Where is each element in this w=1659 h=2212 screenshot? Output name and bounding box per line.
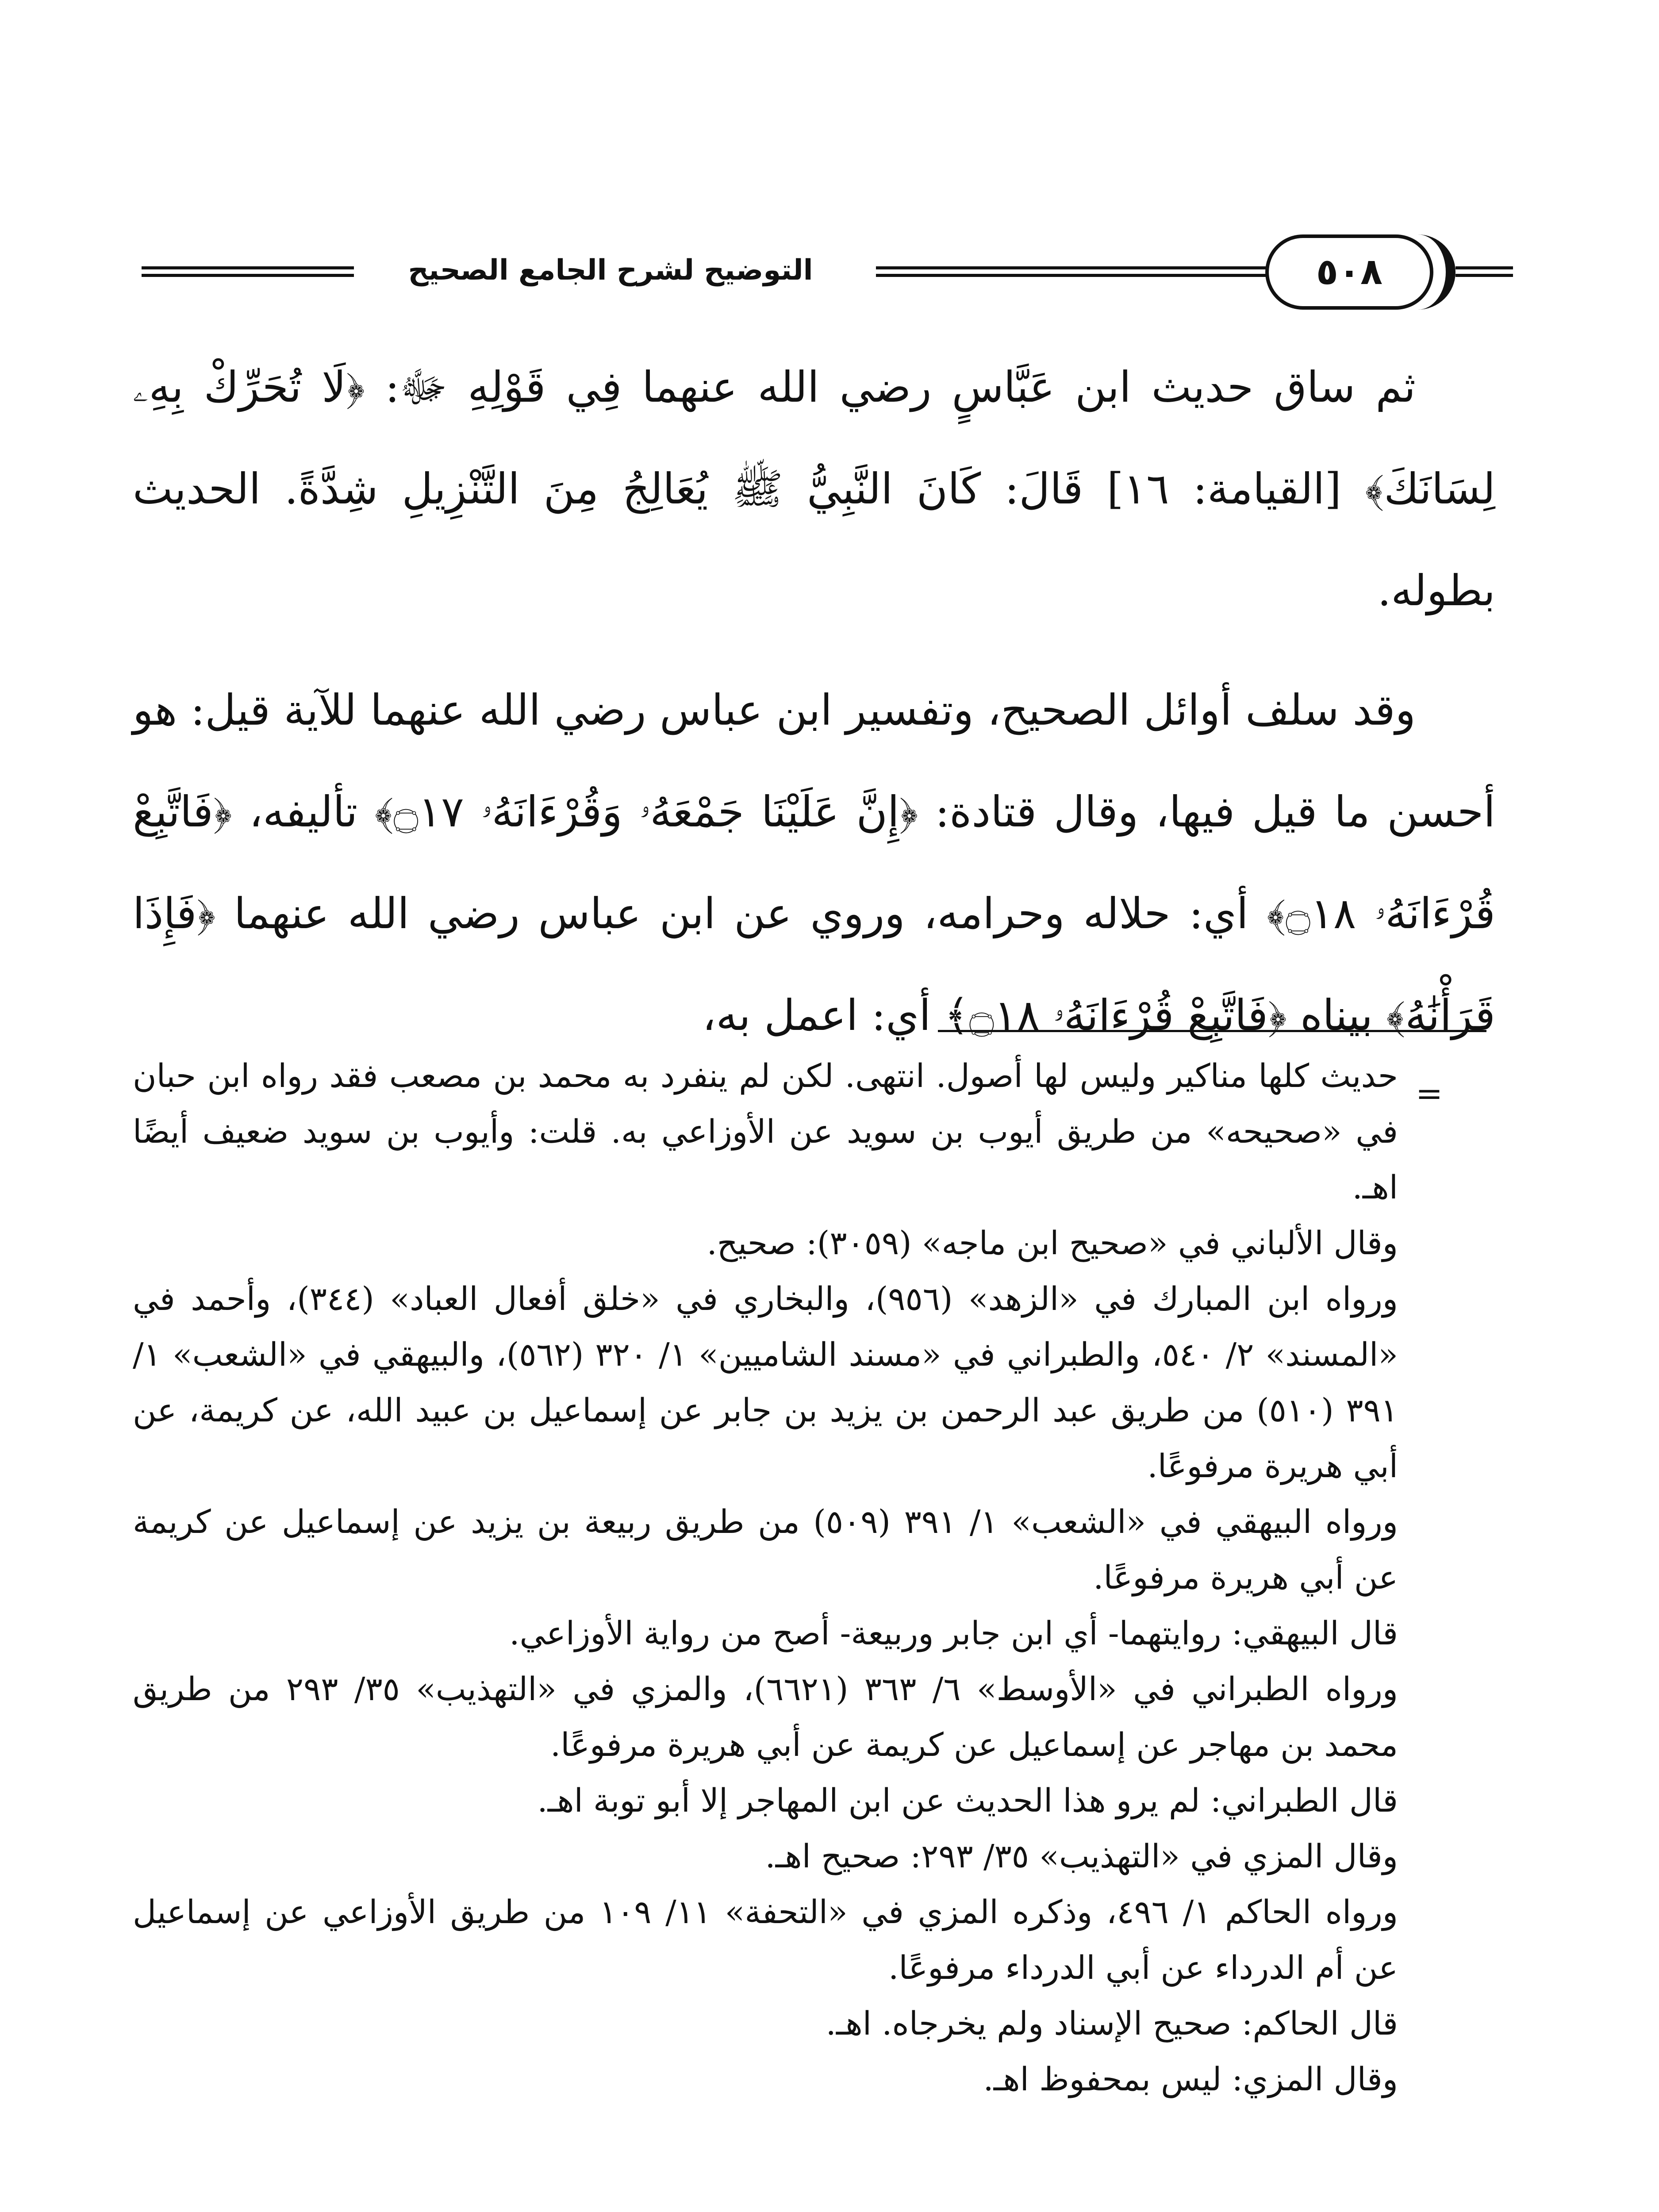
running-title: التوضيح لشرح الجامع الصحيح xyxy=(408,254,813,287)
footnote-line: ورواه البيهقي في «الشعب» ١/ ٣٩١ (٥٠٩) من طريق ربيعة بن يزيد عن إسماعيل عن كريمة عن أبي هريرة مرفوعًا. xyxy=(133,1503,1398,1597)
footnote-continuation-mark: = xyxy=(1416,1075,1443,1113)
footnote-line: وقال المزي: ليس بمحفوظ اهـ. xyxy=(983,2061,1398,2098)
footnote-line: قال الحاكم: صحيح الإسناد ولم يخرجاه. اهـ. xyxy=(826,2005,1398,2043)
page-number: ٥٠٨ xyxy=(1316,251,1383,293)
footnote-line: ورواه الحاكم ١/ ٤٩٦، وذكره المزي في «التحفة» ١١/ ١٠٩ من طريق الأوزاعي عن إسماعيل عن أم الدرداء عن أبي الدرداء مرفوعًا. xyxy=(133,1893,1398,1987)
header-double-rule-left xyxy=(142,266,354,277)
main-paragraph: ثم ساق حديث ابن عَبَّاسٍ رضي الله عنهما فِي قَوْلِهِ ﷻ: ﴿لَا تُحَرِّكْ بِهِۦ لِسَانَكَ﴾ [القيامة: ١٦] قَالَ: كَانَ النَّبِيُّ ﷺ يُعَالِجُ مِنَ التَّنْزِيلِ شِدَّةً. الحديث بطوله. xyxy=(133,362,1496,615)
main-text xyxy=(133,336,1495,1066)
footnote-line: وقال المزي في «التهذيب» ٣٥/ ٢٩٣: صحيح اهـ. xyxy=(765,1838,1398,1875)
footnote-line: ورواه الطبراني في «الأوسط» ٦/ ٣٦٣ (٦٦٢١)، والمزي في «التهذيب» ٣٥/ ٢٩٣ من طريق محمد بن مهاجر عن إسماعيل عن كريمة عن أبي هريرة مرفوعًا. xyxy=(133,1671,1398,1764)
footnotes xyxy=(133,1048,1398,2108)
footnote-line: وقال الألباني في «صحيح ابن ماجه» (٣٠٥٩): صحيح. xyxy=(707,1225,1398,1262)
footnote-line: قال الطبراني: لم يرو هذا الحديث عن ابن المهاجر إلا أبو توبة اهـ. xyxy=(537,1782,1398,1820)
footnote-line: ورواه ابن المبارك في «الزهد» (٩٥٦)، والبخاري في «خلق أفعال العباد» (٣٤٤)، وأحمد في «المسند» ٢/ ٥٤٠، والطبراني في «مسند الشاميين» ١/ ٣٢٠ (٥٦٢)، والبيهقي في «الشعب» ١/ ٣٩١ (٥١٠) من طريق عبد الرحمن بن يزيد بن جابر عن إسماعيل بن عبيد الله، عن كريمة، عن أبي هريرة مرفوعًا. xyxy=(133,1280,1398,1485)
footnote-line: حديث كلها مناكير وليس لها أصول. انتهى. لكن لم ينفرد به محمد بن مصعب فقد رواه ابن حبان في «صحيحه» من طريق أيوب بن سويد عن الأوزاعي به. قلت: وأيوب بن سويد ضعيف أيضًا اهـ. xyxy=(133,1057,1398,1206)
page-header xyxy=(133,221,1495,319)
page-number-ornament-tail xyxy=(1455,266,1513,277)
footnote-line: قال البيهقي: روايتهما- أي ابن جابر وربيعة- أصح من رواية الأوزاعي. xyxy=(509,1615,1398,1652)
footnote-separator xyxy=(938,1030,1486,1032)
main-paragraph: وقد سلف أوائل الصحيح، وتفسير ابن عباس رضي الله عنهما للآية قيل: هو أحسن ما قيل فيها، وقال قتادة: ﴿إِنَّ عَلَيْنَا جَمْعَهُۥ وَقُرْءَانَهُۥ ۝١٧﴾ تأليفه، ﴿فَاتَّبِعْ قُرْءَانَهُۥ ۝١٨﴾ أي: حلاله وحرامه، وروي عن ابن عباس رضي الله عنهما ﴿فَإِذَا قَرَأْنَٰهُ﴾ بيناه ﴿فَاتَّبِعْ قُرْءَانَهُۥ ۝١٨﴾ أي: اعمل به، xyxy=(133,685,1495,1040)
